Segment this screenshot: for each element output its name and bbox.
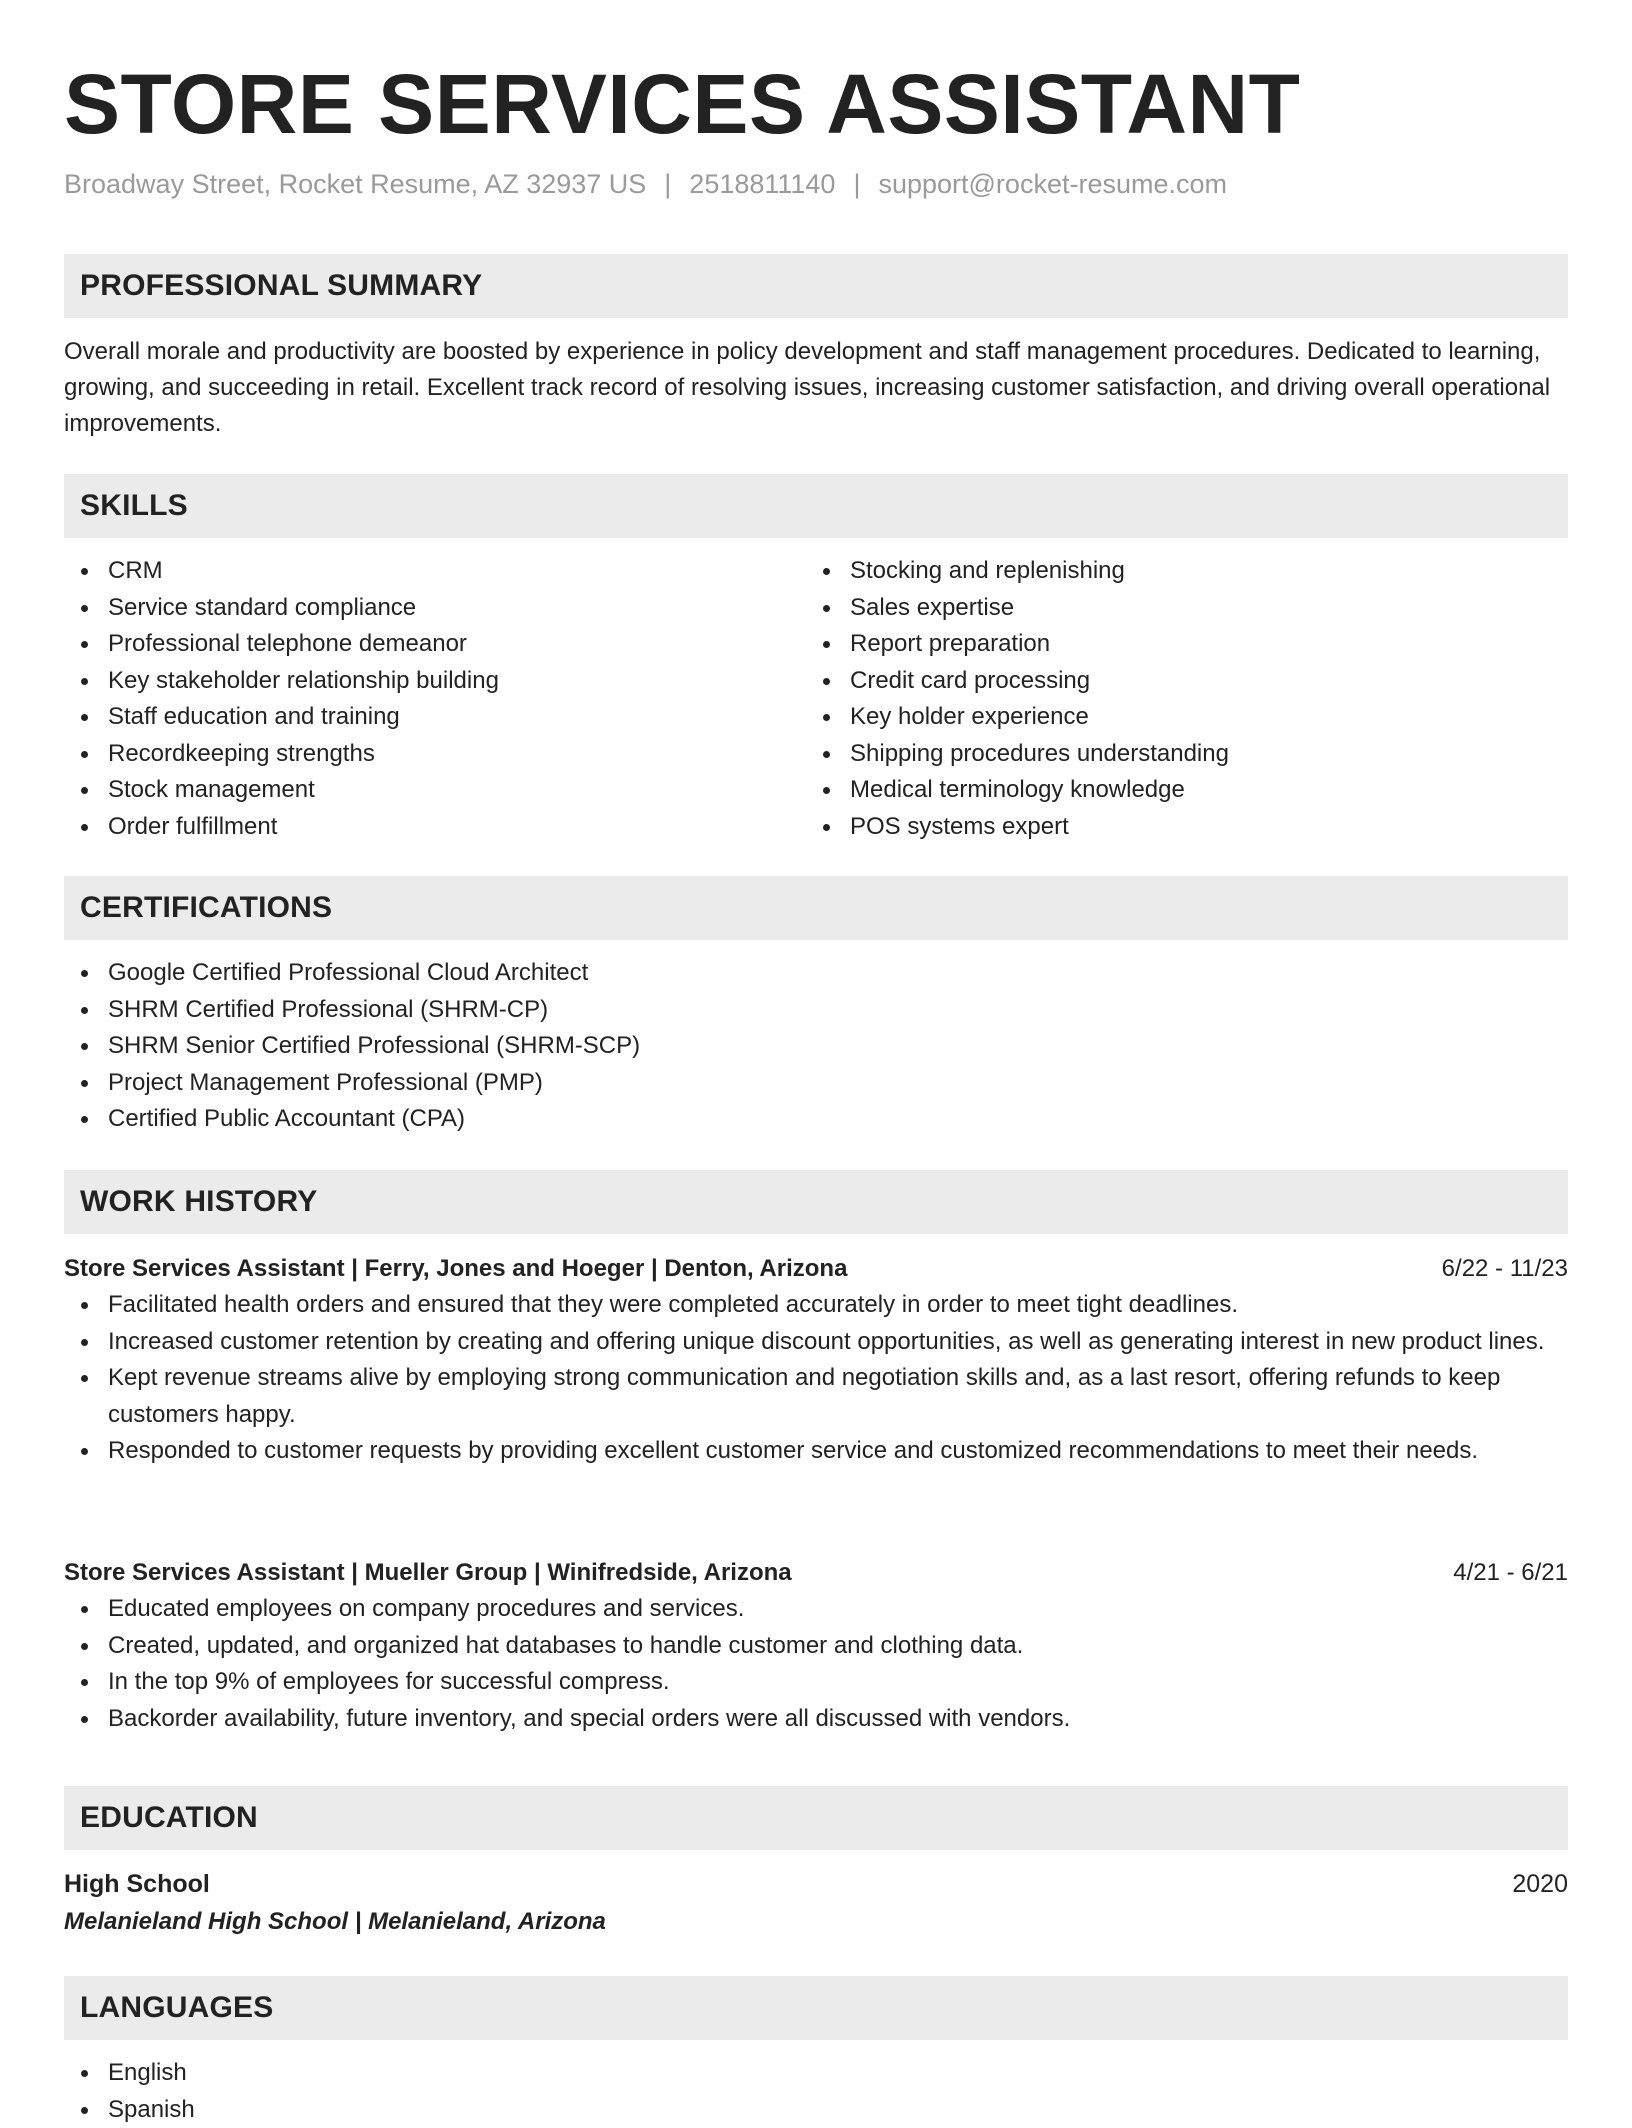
languages-section-header — [64, 1976, 1568, 2040]
job-bullet: Created, updated, and organized hat databases to handle customer and clothing data. — [64, 1628, 1568, 1665]
summary-section — [64, 334, 1568, 442]
education-heading: EDUCATION — [80, 1786, 258, 1850]
summary-section-header — [64, 254, 1568, 318]
job-header — [64, 1251, 1568, 1287]
contact-email[interactable]: support@rocket-resume.com — [878, 169, 1227, 199]
contact-separator: | — [646, 169, 689, 199]
job-bullet: Kept revenue streams alive by employing strong communication and negotiation skills and, as a last resort, offering refunds to keep customers happy. — [64, 1360, 1568, 1433]
work-history-section-header — [64, 1170, 1568, 1234]
certification-item: Certified Public Accountant (CPA) — [64, 1101, 1568, 1138]
education-entry — [64, 1865, 1568, 1941]
skills-section-header — [64, 474, 1568, 538]
job-title: Store Services Assistant | Ferry, Jones and Hoeger | Denton, Arizona — [64, 1251, 847, 1287]
certifications-section-header — [64, 876, 1568, 940]
language-item: English — [64, 2055, 1568, 2092]
education-degree: High School — [64, 1865, 210, 1903]
summary-text: Overall morale and productivity are boosted by experience in policy development and staff management procedures. Dedicated to learning, growing, and succeeding in retail. Excellent track record of resolving issues, increasing customer satisfaction, and driving overall operational improvements. — [64, 334, 1568, 442]
job-title: Store Services Assistant | Mueller Group | Winifredside, Arizona — [64, 1555, 792, 1591]
languages-list — [64, 2055, 1568, 2128]
skill-item: Key stakeholder relationship building — [64, 663, 806, 700]
job-bullet: In the top 9% of employees for successful compress. — [64, 1664, 1568, 1701]
job-entry — [64, 1555, 1568, 1737]
skill-item: POS systems expert — [806, 809, 1548, 846]
skill-item: Service standard compliance — [64, 590, 806, 627]
skill-item: Stocking and replenishing — [806, 553, 1548, 590]
contact-address: Broadway Street, Rocket Resume, AZ 32937 US — [64, 169, 646, 199]
skill-item: Medical terminology knowledge — [806, 772, 1548, 809]
skill-item: Professional telephone demeanor — [64, 626, 806, 663]
skills-column-right — [806, 553, 1548, 845]
candidate-name: STORE SERVICES ASSISTANT — [64, 54, 1300, 154]
job-bullet: Facilitated health orders and ensured that they were completed accurately in order to meet tight deadlines. — [64, 1287, 1568, 1324]
job-bullet: Educated employees on company procedures and services. — [64, 1591, 1568, 1628]
job-dates: 6/22 - 11/23 — [1442, 1251, 1568, 1287]
education-header — [64, 1865, 1568, 1903]
contact-line — [64, 166, 1227, 202]
certification-item: Google Certified Professional Cloud Architect — [64, 955, 1568, 992]
skill-item: Sales expertise — [806, 590, 1548, 627]
skill-item: Order fulfillment — [64, 809, 806, 846]
summary-heading: PROFESSIONAL SUMMARY — [80, 254, 482, 318]
education-year: 2020 — [1512, 1865, 1568, 1903]
skills-column-left — [64, 553, 806, 845]
languages-heading: LANGUAGES — [80, 1976, 273, 2040]
job-bullets — [64, 1287, 1568, 1470]
skill-item: Staff education and training — [64, 699, 806, 736]
skill-item: Report preparation — [806, 626, 1548, 663]
skills-list — [64, 553, 1568, 845]
job-dates: 4/21 - 6/21 — [1453, 1555, 1568, 1591]
certification-item: SHRM Certified Professional (SHRM-CP) — [64, 992, 1568, 1029]
education-section-header — [64, 1786, 1568, 1850]
skill-item: Recordkeeping strengths — [64, 736, 806, 773]
work-history-heading: WORK HISTORY — [80, 1170, 317, 1234]
job-bullet: Increased customer retention by creating and offering unique discount opportunities, as well as generating interest in new product lines. — [64, 1324, 1568, 1361]
skills-heading: SKILLS — [80, 474, 188, 538]
job-entry — [64, 1251, 1568, 1470]
skill-item: CRM — [64, 553, 806, 590]
certification-item: Project Management Professional (PMP) — [64, 1065, 1568, 1102]
contact-phone: 2518811140 — [689, 169, 835, 199]
certification-item: SHRM Senior Certified Professional (SHRM-SCP) — [64, 1028, 1568, 1065]
job-header — [64, 1555, 1568, 1591]
job-bullet: Backorder availability, future inventory, and special orders were all discussed with vendors. — [64, 1701, 1568, 1738]
skill-item: Credit card processing — [806, 663, 1548, 700]
skill-item: Shipping procedures understanding — [806, 736, 1548, 773]
education-school: Melanieland High School | Melanieland, Arizona — [64, 1903, 1568, 1941]
skill-item: Key holder experience — [806, 699, 1548, 736]
job-bullets — [64, 1591, 1568, 1737]
contact-separator: | — [835, 169, 878, 199]
skill-item: Stock management — [64, 772, 806, 809]
certifications-heading: CERTIFICATIONS — [80, 876, 332, 940]
certifications-list — [64, 955, 1568, 1138]
job-bullet: Responded to customer requests by providing excellent customer service and customized recommendations to meet their needs. — [64, 1433, 1568, 1470]
language-item: Spanish — [64, 2092, 1568, 2128]
